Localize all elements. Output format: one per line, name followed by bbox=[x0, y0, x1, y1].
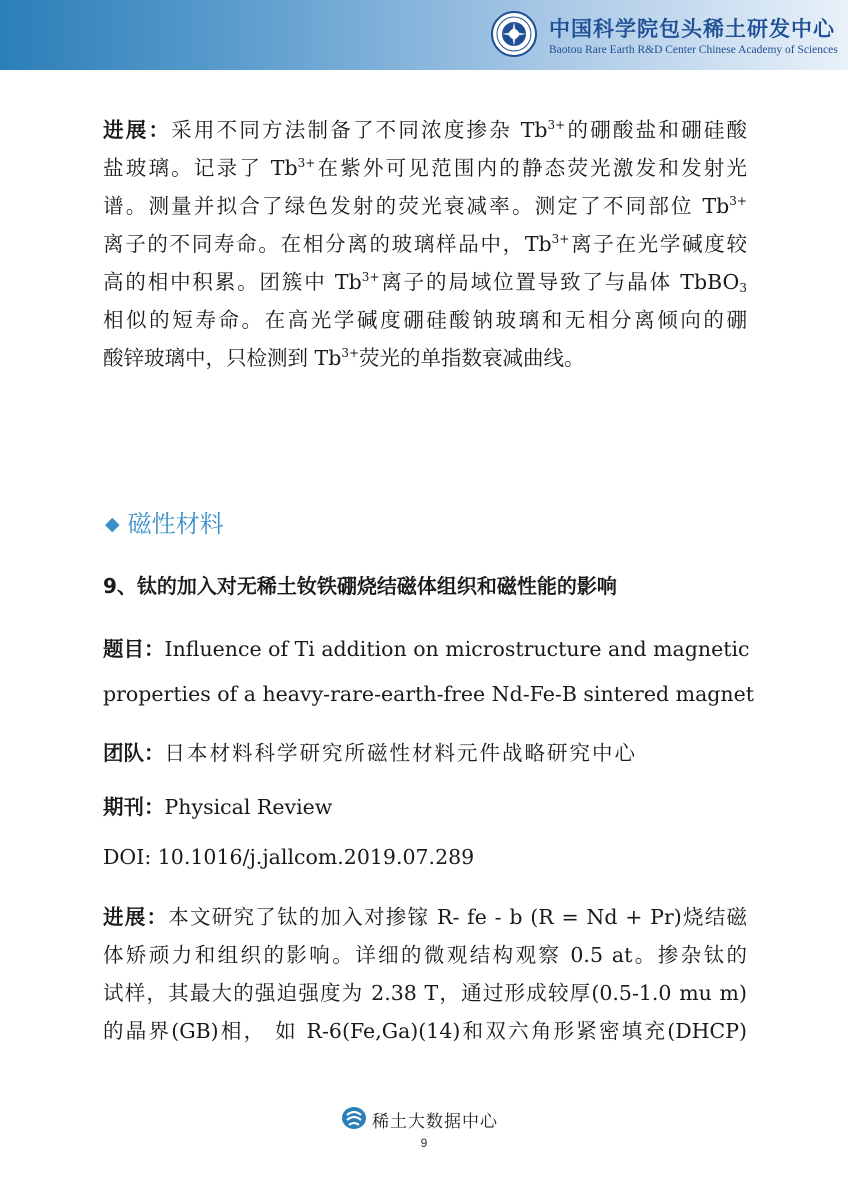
item-title: 9、钛的加入对无稀土钕铁硼烧结磁体组织和磁性能的影响 bbox=[103, 574, 617, 598]
text-line: 相似的短寿命。在高光学碱度硼硅酸钠玻璃和无相分离倾向的硼 bbox=[103, 308, 747, 332]
progress-label: 进展： bbox=[103, 118, 172, 142]
text-line: 进展：采用不同方法制备了不同浓度掺杂 $Tb^{3+}$的硼酸盐和硼硅酸 bbox=[103, 118, 748, 142]
section-heading bbox=[105, 504, 224, 539]
team-label: 团队： bbox=[103, 741, 165, 765]
journal-line bbox=[103, 790, 332, 820]
text-line: properties of a heavy-rare-earth-free Nd-Fe-B sintered magnet bbox=[103, 682, 754, 706]
footer-text: 稀土大数据中心 bbox=[372, 1112, 498, 1132]
journal-label: 期刊： bbox=[103, 795, 165, 819]
progress-paragraph-2 bbox=[103, 898, 747, 1050]
progress-label: 进展： bbox=[103, 905, 169, 929]
section-title: 磁性材料 bbox=[127, 510, 224, 538]
text-line: 谱。测量并拟合了绿色发射的荧光衰减率。测定了不同部位 $Tb^{3+}$ bbox=[103, 194, 747, 218]
diamond-bullet-icon: ◆ bbox=[105, 513, 120, 535]
doi-line: DOI: 10.1016/j.jallcom.2019.07.289 bbox=[103, 845, 475, 869]
topic-label: 题目： bbox=[103, 637, 165, 661]
org-name-cn: 中国科学院包头稀土研发中心 bbox=[549, 17, 835, 41]
page-number: 9 bbox=[420, 1136, 428, 1150]
text-line: 进展：本文研究了钛的加入对掺镓 R- fe - b (R = Nd + Pr)烧结磁 bbox=[103, 905, 748, 929]
progress-paragraph-1 bbox=[103, 111, 747, 377]
topic-block bbox=[103, 630, 754, 713]
text-line: 体矫顽力和组织的影响。详细的微观结构观察 0.5 at。掺杂钛的 bbox=[103, 943, 747, 967]
text-line: 盐玻璃。记录了 $Tb^{3+}$在紫外可见范围内的静态荧光激发和发射光 bbox=[103, 156, 748, 180]
cas-seal-icon bbox=[491, 11, 537, 57]
team-name: 日本材料科学研究所磁性材料元件战略研究中心 bbox=[164, 741, 637, 765]
big-data-logo-icon bbox=[341, 1106, 367, 1130]
text-line: 高的相中积累。团簇中 $Tb^{3+}$离子的局域位置导致了与晶体 TbBO$_3$ bbox=[103, 270, 747, 295]
journal-name: Physical Review bbox=[164, 795, 333, 819]
text-line: 离子的不同寿命。在相分离的玻璃样品中，$Tb^{3+}$离子在光学碱度较 bbox=[103, 232, 748, 256]
team-line bbox=[103, 736, 637, 766]
text-line: 的晶界(GB)相， 如 R-6(Fe,Ga)(14)和双六角形紧密填充(DHCP) bbox=[103, 1019, 747, 1043]
text-line: 试样，其最大的强迫强度为 2.38 T，通过形成较厚(0.5-1.0 mu m) bbox=[103, 981, 747, 1005]
org-name-en: Baotou Rare Earth R&D Center Chinese Academy of Sciences bbox=[549, 44, 838, 56]
text-line: 题目：Influence of Ti addition on microstructure and magnetic bbox=[103, 637, 750, 661]
text-line: 酸锌玻璃中，只检测到 $Tb^{3+}$荧光的单指数衰减曲线。 bbox=[103, 346, 585, 370]
page-header bbox=[0, 0, 848, 70]
